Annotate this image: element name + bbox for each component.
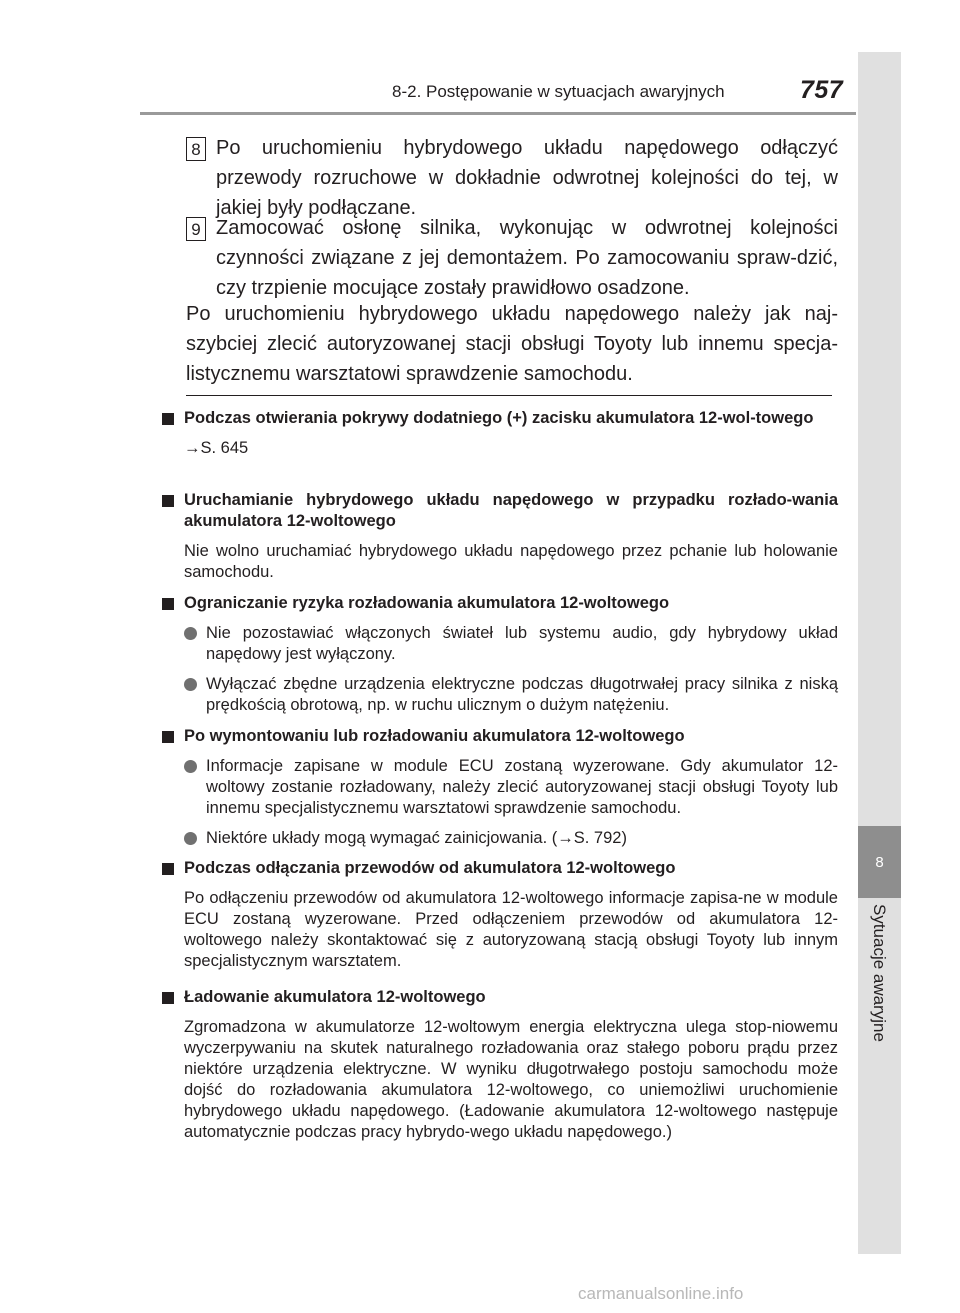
- list-item: [184, 756, 838, 819]
- note-title: Ograniczanie ryzyka rozładowania akumulatora 12-woltowego: [184, 594, 670, 612]
- list-item-text[interactable]: Niektóre układy mogą wymagać zainicjowania. (→S. 792): [206, 829, 627, 847]
- chapter-number: 8: [875, 854, 884, 871]
- note-reference-link[interactable]: →S. 645: [184, 439, 249, 457]
- note-body: Zgromadzona w akumulatorze 12-woltowym energia elektryczna ulega stop-niowemu wyczerpywaniu na skutek naturalnego rozładowania oraz stałego poboru prądu przez niektóre urządzenia elektryczne. W wyniku długotrwałego postoju samochodu może dojść do rozładowania akumulatora 12-woltowego, co uniemożliwi uruchomienie hybrydowego układu napędowego. (Ładowanie akumulatora 12-woltowego następuje automatycznie podczas pracy hybrydo-wego układu napędowego.): [184, 1018, 838, 1141]
- note-discharge-risk: [162, 593, 838, 716]
- note-body: Po odłączeniu przewodów od akumulatora 12-woltowego informacje zapisa-ne w module ECU zostaną wyzerowane. Przed odłączeniem przewodów od akumulatora 12-woltowego należy skontaktować się z autoryzowaną stacją obsługi Toyoty lub innym specjalistycznym warsztatem.: [184, 889, 838, 970]
- square-bullet-icon: [162, 863, 174, 875]
- step-number-badge: 9: [186, 217, 206, 241]
- header-divider: [140, 112, 856, 115]
- square-bullet-icon: [162, 992, 174, 1004]
- note-title: Po wymontowaniu lub rozładowaniu akumulatora 12-woltowego: [184, 727, 685, 745]
- square-bullet-icon: [162, 495, 174, 507]
- section-divider: [186, 395, 832, 396]
- note-disconnecting: [162, 858, 838, 972]
- square-bullet-icon: [162, 413, 174, 425]
- note-jump-start: [162, 490, 838, 583]
- circle-bullet-icon: [184, 678, 197, 691]
- note-body: Nie wolno uruchamiać hybrydowego układu napędowego przez pchanie lub holowanie samochodu.: [184, 542, 838, 581]
- list-item-text: Informacje zapisane w module ECU zostaną wyzerowane. Gdy akumulator 12-woltowy zostanie rozładowany, należy zlecić autoryzowanej stacji obsługi Toyoty lub innemu specjalistycznemu warsztatowi sprawdzenie samochodu.: [206, 757, 838, 817]
- note-title: Podczas otwierania pokrywy dodatniego (+) zacisku akumulatora 12-wol-towego: [184, 409, 814, 427]
- list-item: [184, 623, 838, 665]
- list-item-text: Nie pozostawiać włączonych świateł lub systemu audio, gdy hybrydowy układ napędowy jest wyłączony.: [206, 624, 838, 663]
- circle-bullet-icon: [184, 760, 197, 773]
- note-after-removal: [162, 726, 838, 849]
- chapter-label: Sytuacje awaryjne: [870, 904, 889, 1042]
- square-bullet-icon: [162, 598, 174, 610]
- list-item-text: Wyłączać zbędne urządzenia elektryczne podczas długotrwałej pracy silnika z niską prędkością obrotową, np. w ruchu ulicznym o dużym natężeniu.: [206, 675, 838, 714]
- circle-bullet-icon: [184, 627, 197, 640]
- step-9: [186, 213, 838, 303]
- circle-bullet-icon: [184, 832, 197, 845]
- note-title: Podczas odłączania przewodów od akumulatora 12-woltowego: [184, 859, 676, 877]
- watermark-logo: carmanualsonline.info: [578, 1284, 744, 1303]
- square-bullet-icon: [162, 731, 174, 743]
- note-title: Ładowanie akumulatora 12-woltowego: [184, 988, 486, 1006]
- step-text: Po uruchomieniu hybrydowego układu napędowego odłączyć przewody rozruchowe w dokładnie odwrotnej kolejności do tej, w jakiej były podłączane.: [216, 137, 838, 219]
- note-positive-terminal: [162, 408, 838, 459]
- intro-paragraph: Po uruchomieniu hybrydowego układu napędowego należy jak naj-szybciej zlecić autoryzowanej stacji obsługi Toyoty lub innemu specja-listycznemu warsztatowi sprawdzenie samochodu.: [186, 303, 838, 385]
- step-8: [186, 133, 838, 223]
- list-item: [184, 674, 838, 716]
- page-number: 757: [800, 76, 844, 104]
- step-number-badge: 8: [186, 137, 206, 161]
- note-charging: [162, 987, 838, 1143]
- section-header: 8-2. Postępowanie w sytuacjach awaryjnych: [392, 82, 725, 101]
- list-item: [184, 828, 838, 849]
- step-text: Zamocować osłonę silnika, wykonując w odwrotnej kolejności czynności związane z jej demontażem. Po zamocowaniu spraw-dzić, czy trzpienie mocujące zostały prawidłowo osadzone.: [216, 217, 838, 299]
- note-title: Uruchamianie hybrydowego układu napędowego w przypadku rozłado-wania akumulatora 12-woltowego: [184, 491, 838, 530]
